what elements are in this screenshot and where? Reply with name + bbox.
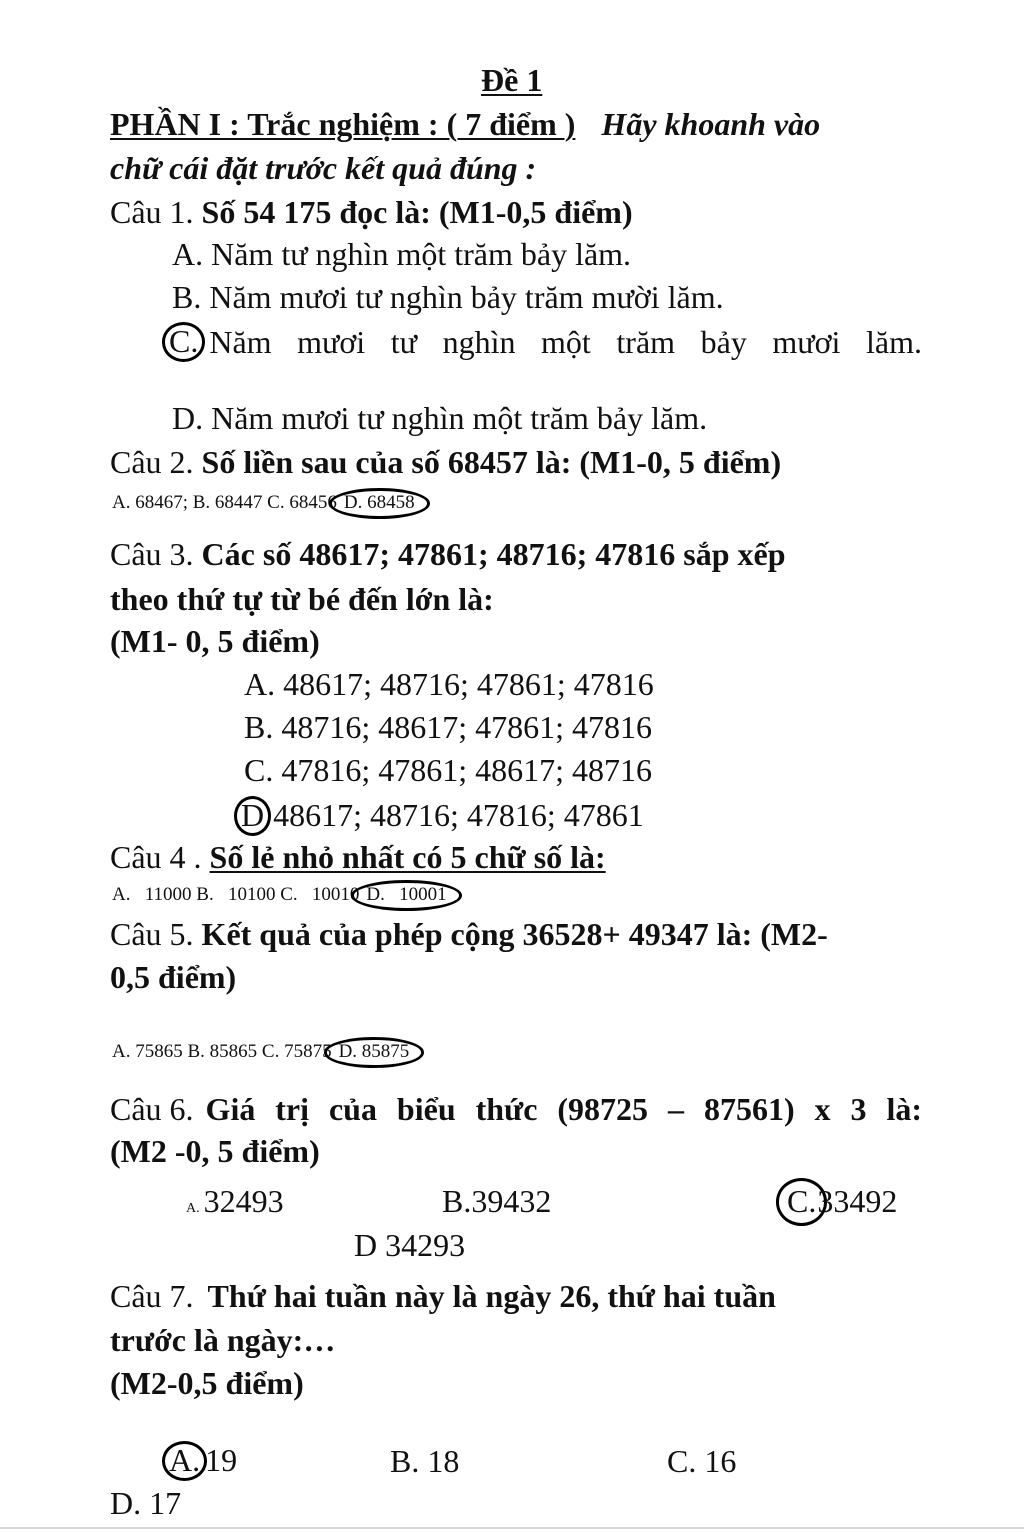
q6-option-a-value: 32493	[203, 1183, 284, 1219]
q1-prompt	[110, 196, 633, 228]
q4-options-row	[112, 880, 462, 911]
q4-options: A. 11000 B. 10100 C. 10010	[112, 884, 360, 905]
q7-text-3: (M2-0,5 điểm)	[110, 1365, 304, 1401]
q6-label: Câu 6.	[110, 1091, 194, 1127]
q3-text-1: Các số 48617; 47861; 48716; 47816 sắp xếp	[201, 536, 786, 572]
q3-label: Câu 3.	[110, 536, 194, 572]
q7-option-b: B. 18	[390, 1443, 460, 1479]
q5-text-2: 0,5 điểm)	[110, 959, 237, 995]
q7-option-a-value: 19	[205, 1442, 238, 1478]
q5-answer-oval: D. 85875	[324, 1037, 425, 1068]
q7-option-d: D. 17	[110, 1485, 182, 1521]
q5-options: A. 75865 B. 85865 C. 75875	[112, 1041, 332, 1062]
q5-text-1: Kết quả của phép cộng 36528+ 49347 là: (M2-	[201, 916, 828, 952]
q3-option-b: B. 48716; 48617; 47861; 47816	[244, 709, 653, 745]
q5-options-row	[112, 1037, 424, 1068]
q3-text-3: (M1- 0, 5 điểm)	[110, 623, 320, 659]
q5-label: Câu 5.	[110, 916, 194, 952]
part1-header	[110, 108, 820, 140]
q2-answer-oval: D. 68458	[329, 488, 430, 519]
q5-prompt	[110, 918, 828, 950]
q1-option-b: B. Năm mươi tư nghìn bảy trăm mười lăm.	[172, 279, 724, 315]
q3-option-d	[238, 796, 644, 836]
part1-heading: PHẦN I : Trắc nghiệm : ( 7 điểm )	[110, 106, 576, 142]
q7-text-2: trước là ngày:…	[110, 1322, 336, 1358]
q6-text-2: (M2 -0, 5 điểm)	[110, 1133, 320, 1169]
q4-prompt	[110, 841, 606, 873]
q4-label: Câu 4 .	[110, 839, 202, 875]
page-bottom-divider	[0, 1527, 1024, 1529]
q1-option-a: A. Năm tư nghìn một trăm bảy lăm.	[172, 236, 632, 272]
q3-prompt	[110, 538, 786, 570]
q2-options-row	[112, 488, 430, 519]
part1-instruction-1: Hãy khoanh vào	[601, 106, 821, 142]
q6-option-c-value: 33492	[817, 1183, 898, 1219]
q1-option-c	[166, 322, 922, 362]
q1-label: Câu 1.	[110, 194, 194, 230]
q1-answer-circle: C.	[162, 322, 205, 362]
q4-text: Số lẻ nhỏ nhất có 5 chữ số là:	[209, 839, 606, 875]
q3-option-c: C. 47816; 47861; 48617; 48716	[244, 752, 653, 788]
q4-answer-oval: D. 10001	[351, 880, 461, 911]
q3-text-2: theo thứ tự từ bé đến lớn là:	[110, 581, 494, 617]
exam-title: Đề 1	[481, 62, 543, 98]
q6-option-c	[780, 1178, 897, 1226]
q6-text-1: Giá trị của biểu thức (98725 – 87561) x 3 là:	[205, 1091, 922, 1127]
q6-option-a-letter: A.	[186, 1201, 200, 1216]
q6-prompt	[110, 1093, 922, 1125]
q1-option-d: D. Năm mươi tư nghìn một trăm bảy lăm.	[172, 400, 708, 436]
q2-prompt	[110, 446, 781, 478]
q7-prompt	[110, 1280, 776, 1312]
q6-answer-circle: C.	[776, 1178, 827, 1226]
q6-option-a	[186, 1185, 284, 1217]
q3-option-a: A. 48617; 48716; 47861; 47816	[244, 666, 654, 702]
q7-text-1: Thứ hai tuần này là ngày 26, thứ hai tuần	[207, 1278, 776, 1314]
q3-answer-circle: D	[234, 796, 271, 836]
q6-option-b: B.39432	[442, 1183, 552, 1219]
q2-text: Số liền sau của số 68457 là: (M1-0, 5 điểm)	[201, 444, 782, 480]
q7-label: Câu 7.	[110, 1278, 194, 1314]
q2-options: A. 68467; B. 68447 C. 68456	[112, 492, 337, 513]
q1-option-c-text: Năm mươi tư nghìn một trăm bảy mươi lăm.	[209, 323, 922, 360]
q1-text: Số 54 175 đọc là: (M1-0,5 điểm)	[201, 194, 633, 230]
q2-label: Câu 2.	[110, 444, 194, 480]
q7-answer-circle: A.	[162, 1441, 207, 1481]
part1-instruction-2: chữ cái đặt trước kết quả đúng :	[110, 150, 537, 186]
q3-option-d-text: 48617; 48716; 47816; 47861	[273, 797, 644, 833]
q7-option-c: C. 16	[667, 1443, 737, 1479]
q7-option-a	[166, 1441, 237, 1481]
q6-option-d: D 34293	[354, 1227, 466, 1263]
